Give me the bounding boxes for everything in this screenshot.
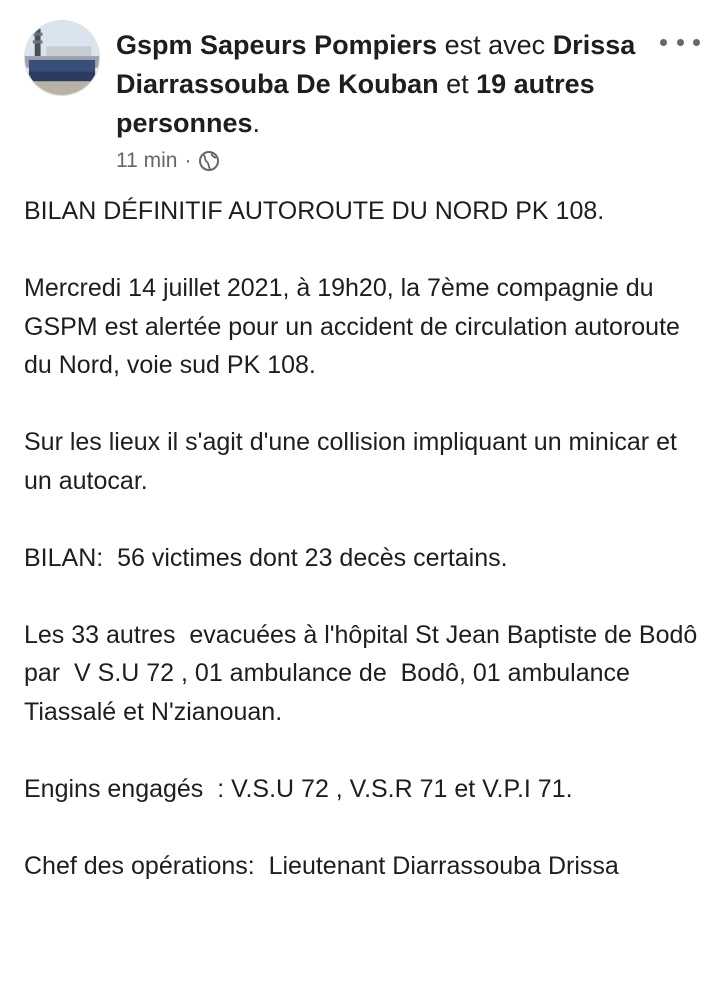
post-header bbox=[116, 26, 656, 143]
post-body bbox=[24, 192, 704, 924]
post-paragraph: Sur les lieux il s'agit d'une collision impliquant un minicar et un autocar. bbox=[24, 428, 684, 495]
post-paragraph: BILAN DÉFINITIF AUTOROUTE DU NORD PK 108. bbox=[24, 197, 605, 225]
more-options-button[interactable] bbox=[660, 28, 700, 56]
header-period: . bbox=[252, 108, 261, 138]
avatar-photo bbox=[25, 21, 99, 95]
post-paragraph: Mercredi 14 juillet 2021, à 19h20, la 7ème compagnie du GSPM est alertée pour un accident de circulation autoroute du Nord, voie sud PK 108. bbox=[24, 274, 687, 379]
more-options-icon bbox=[660, 39, 667, 46]
post-meta bbox=[116, 146, 220, 176]
with-text: est avec bbox=[437, 30, 553, 60]
more-options-icon bbox=[693, 39, 700, 46]
globe-icon[interactable] bbox=[198, 150, 220, 172]
post-paragraph: Les 33 autres evacuées à l'hôpital St Jean Baptiste de Bodô par V S.U 72 , 01 ambulance de Bodô, 01 ambulance Tiassalé et N'zianouan. bbox=[24, 620, 705, 726]
more-options-icon bbox=[677, 39, 684, 46]
others-link[interactable]: 19 autres personnes bbox=[116, 69, 595, 138]
tagged-person[interactable]: Drissa Diarrassouba De Kouban bbox=[116, 30, 636, 99]
author-name[interactable]: Gspm Sapeurs Pompiers bbox=[116, 30, 438, 60]
post-time[interactable]: 11 min bbox=[116, 149, 178, 172]
meta-separator: · bbox=[184, 149, 192, 172]
post-paragraph: Chef des opérations: Lieutenant Diarrassouba Drissa bbox=[24, 851, 619, 880]
post-paragraph: BILAN: 56 victimes dont 23 decès certains. bbox=[24, 543, 508, 572]
author-avatar[interactable] bbox=[24, 20, 100, 96]
and-text: et bbox=[438, 69, 477, 99]
post-paragraph: Engins engagés : V.S.U 72 , V.S.R 71 et V.P.I 71. bbox=[24, 774, 573, 803]
